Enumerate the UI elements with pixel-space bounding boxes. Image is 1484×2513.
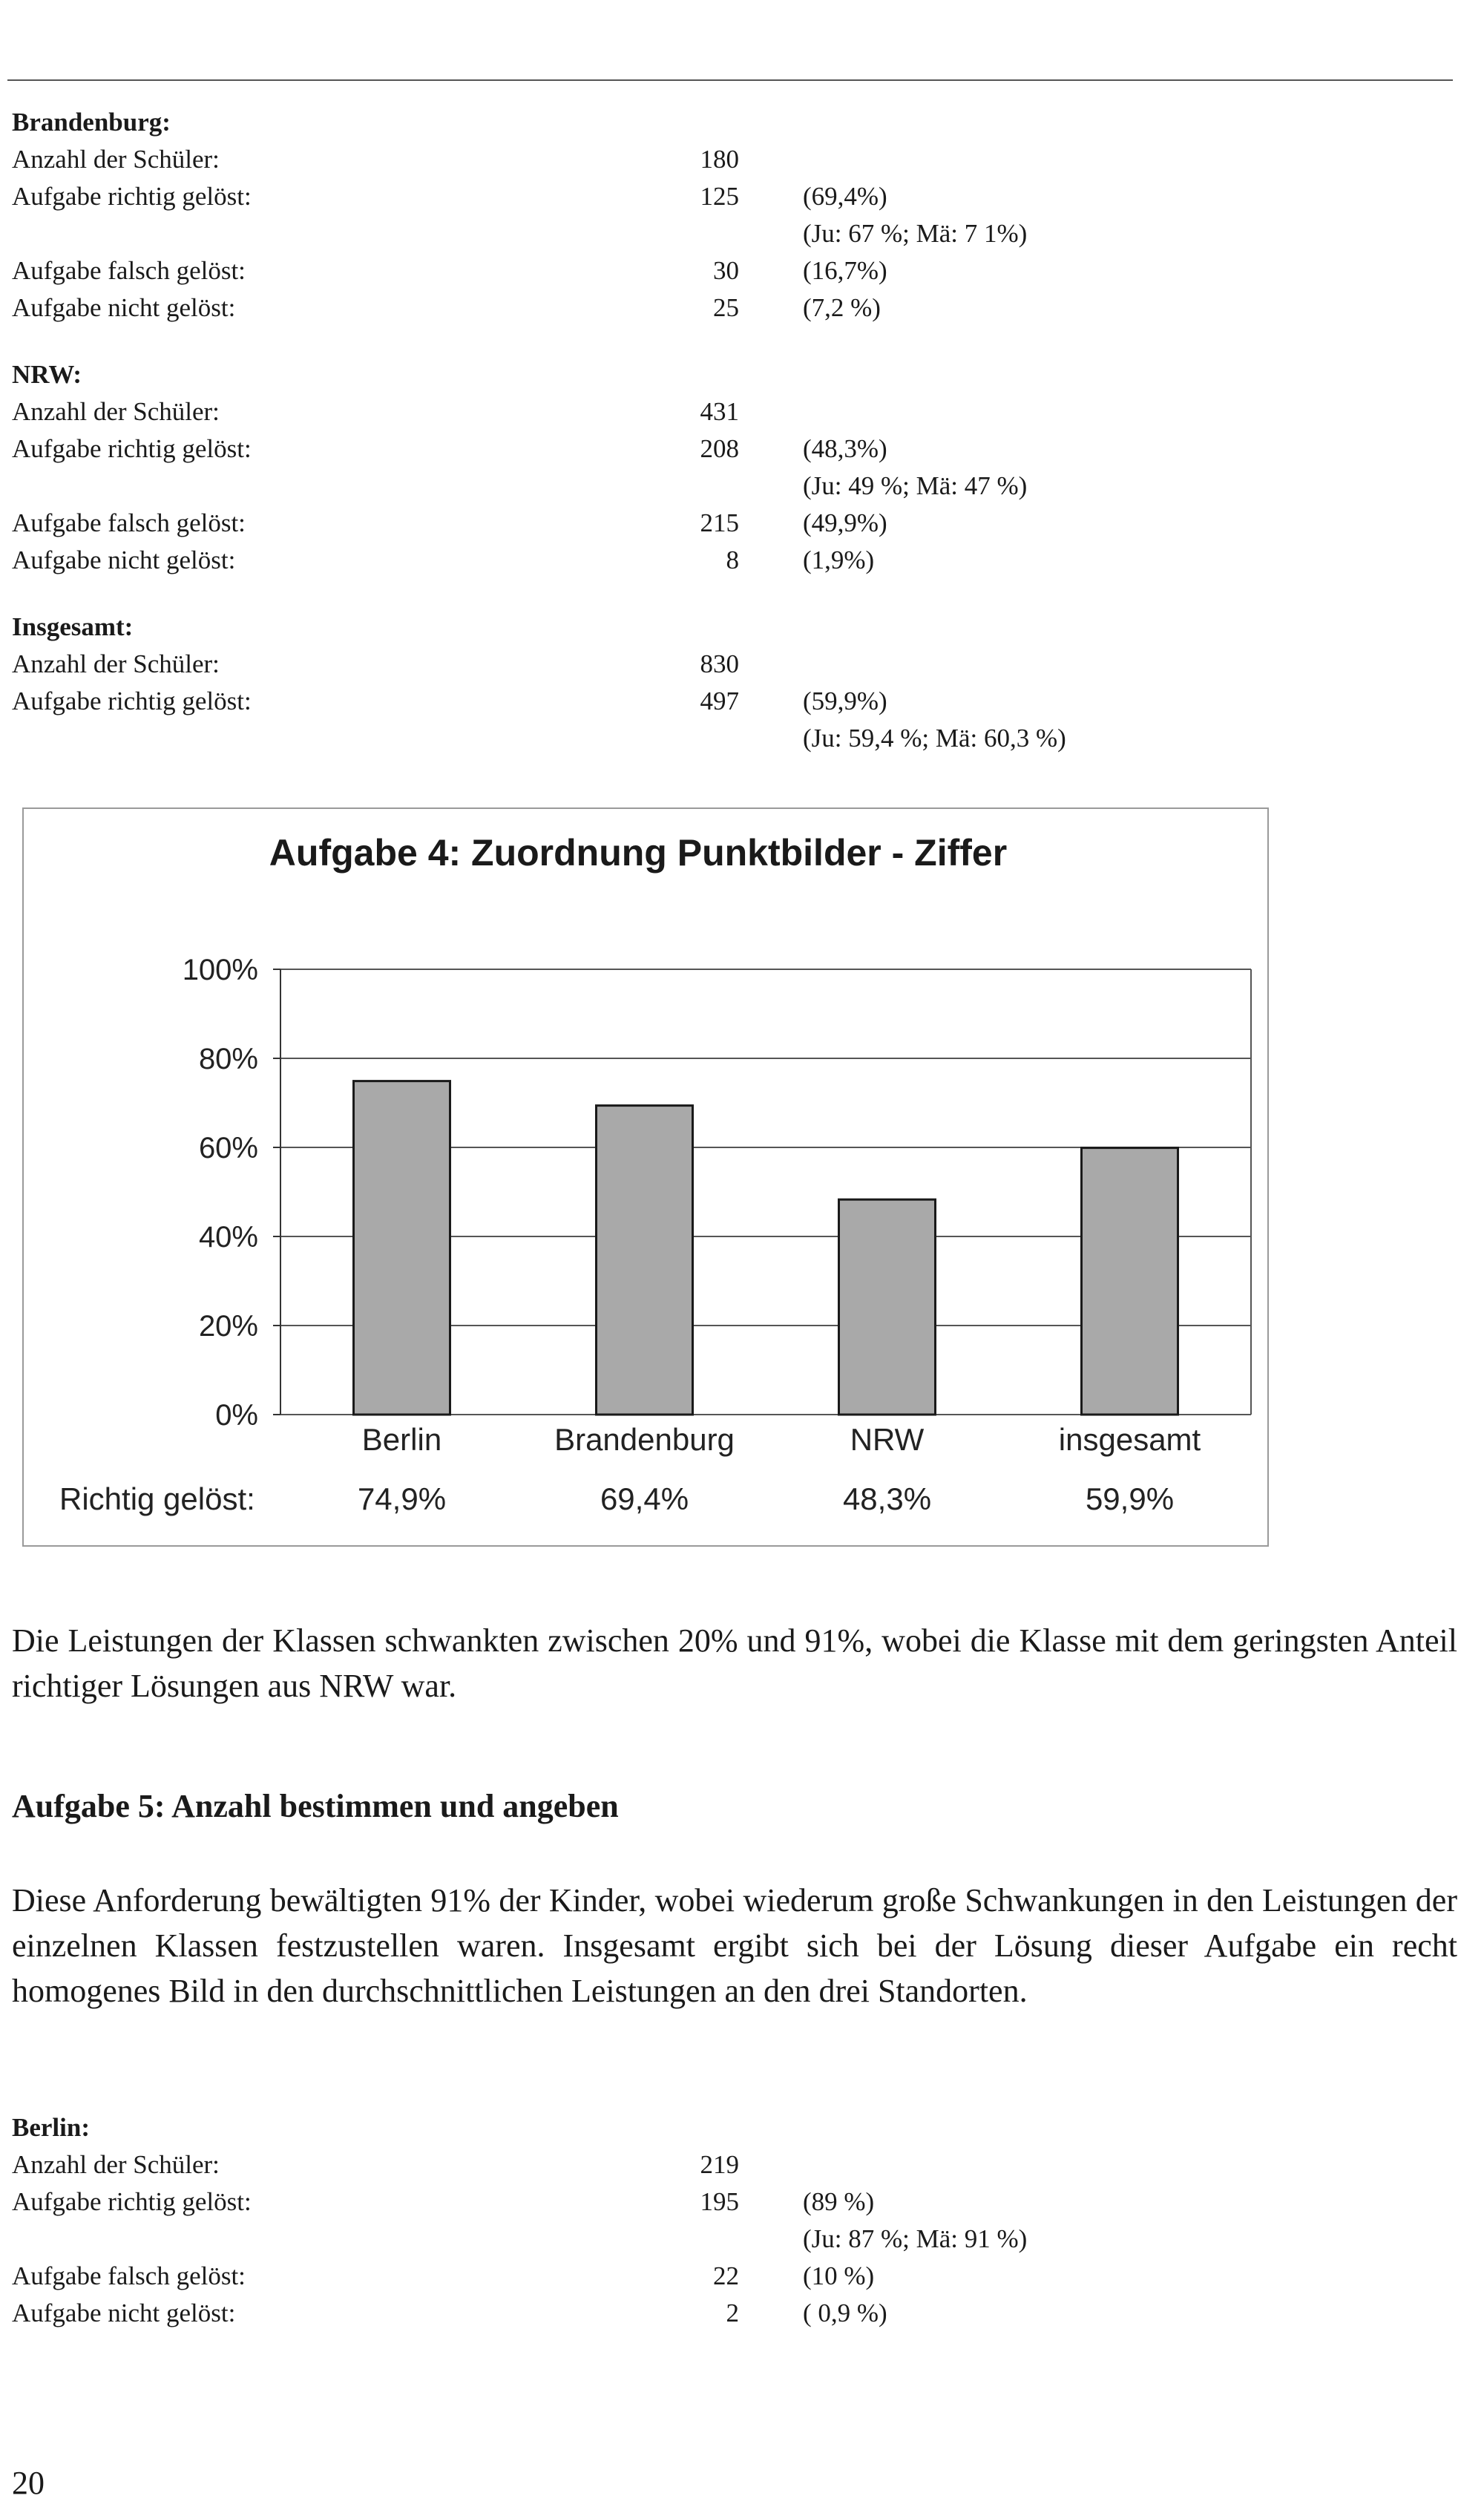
stat-row: [12, 2295, 1457, 2332]
row-label: Aufgabe nicht gelöst:: [12, 2299, 236, 2327]
x-category-label: Berlin: [361, 1422, 442, 1457]
y-tick-label: 100%: [182, 954, 258, 986]
row-label: Anzahl der Schüler:: [12, 397, 220, 426]
bar: [597, 1106, 693, 1415]
row-percent: (89 %): [803, 2187, 875, 2216]
row-number: 180: [700, 145, 739, 174]
row-label: Aufgabe falsch gelöst:: [12, 508, 246, 537]
bar: [1082, 1148, 1178, 1415]
paragraph-task5: Diese Anforderung bewältigten 91% der Kinder, wobei wiederum große Schwankungen in den Leistungen der einzelnen Klassen festzustellen waren. Insgesamt ergibt sich bei der Lösung dieser Aufgabe ein recht homogenes Bild in den durchschnittlichen Leistungen an den drei Standorten.: [12, 1882, 1457, 2009]
y-tick-label: 80%: [198, 1043, 258, 1075]
row-number: 208: [700, 434, 739, 463]
row-percent: (69,4%): [803, 182, 887, 211]
row-number: 497: [700, 687, 739, 715]
row-number: 215: [700, 508, 739, 537]
row-percent: (Ju: 67 %; Mä: 7 1%): [803, 219, 1028, 248]
row-label: Anzahl der Schüler:: [12, 145, 220, 174]
bar: [839, 1199, 936, 1415]
stat-row: [12, 2146, 1457, 2183]
row-percent: (1,9%): [803, 545, 875, 574]
y-tick-label: 0%: [215, 1399, 258, 1432]
row-percent: (7,2 %): [803, 293, 881, 322]
data-row-label: Richtig gelöst:: [59, 1481, 255, 1516]
row-number: 22: [713, 2261, 739, 2290]
block-heading: Brandenburg:: [12, 108, 171, 137]
row-label: Aufgabe richtig gelöst:: [12, 182, 252, 211]
x-category-label: NRW: [850, 1422, 925, 1457]
row-percent: (10 %): [803, 2261, 875, 2290]
row-number: 219: [700, 2150, 739, 2179]
row-label: Anzahl der Schüler:: [12, 2150, 220, 2179]
data-label: 48,3%: [842, 1481, 932, 1516]
row-number: 195: [700, 2187, 739, 2216]
data-label: 69,4%: [600, 1481, 689, 1516]
row-number: 25: [713, 293, 739, 322]
row-number: 431: [700, 397, 739, 426]
row-number: 30: [713, 256, 739, 285]
row-percent: (16,7%): [803, 256, 887, 285]
row-percent: ( 0,9 %): [803, 2299, 887, 2327]
row-percent: (59,9%): [803, 687, 887, 715]
stat-block-berlin: [12, 2109, 1457, 2332]
row-label: Anzahl der Schüler:: [12, 649, 220, 678]
y-tick-label: 40%: [198, 1221, 258, 1254]
block-heading: NRW:: [12, 360, 82, 389]
y-tick-label: 20%: [198, 1310, 258, 1343]
data-label: 59,9%: [1085, 1481, 1175, 1516]
row-percent: (Ju: 49 %; Mä: 47 %): [803, 471, 1028, 500]
bar: [354, 1081, 450, 1415]
row-label: Aufgabe nicht gelöst:: [12, 545, 236, 574]
row-percent: (48,3%): [803, 434, 887, 463]
data-label: 74,9%: [357, 1481, 447, 1516]
row-label: Aufgabe nicht gelöst:: [12, 293, 236, 322]
x-category-label: Brandenburg: [554, 1422, 735, 1457]
row-label: Aufgabe richtig gelöst:: [12, 687, 252, 715]
paragraph-class-range: Die Leistungen der Klassen schwankten zwischen 20% und 91%, wobei die Klasse mit dem geringsten Anteil richtiger Lösungen aus NRW war.: [12, 1622, 1457, 1704]
row-number: 125: [700, 182, 739, 211]
row-label: Aufgabe richtig gelöst:: [12, 2187, 252, 2216]
section-heading: Aufgabe 5: Anzahl bestimmen und angeben: [12, 1788, 619, 1824]
x-category-label: insgesamt: [1058, 1422, 1201, 1457]
chart-title: Aufgabe 4: Zuordnung Punktbilder - Ziffer: [269, 832, 1008, 874]
row-percent: (Ju: 59,4 %; Mä: 60,3 %): [803, 724, 1066, 753]
row-label: Aufgabe falsch gelöst:: [12, 2261, 246, 2290]
block-heading: Insgesamt:: [12, 612, 134, 641]
row-number: 830: [700, 649, 739, 678]
y-tick-label: 60%: [198, 1132, 258, 1164]
stat-row: [12, 2258, 1457, 2295]
page-number: 20: [12, 2465, 45, 2501]
row-number: 8: [726, 545, 739, 574]
gender-breakdown: [12, 2221, 1457, 2258]
row-percent: (49,9%): [803, 508, 887, 537]
block-heading: Berlin:: [12, 2113, 90, 2142]
row-label: Aufgabe richtig gelöst:: [12, 434, 252, 463]
stat-row: [12, 2183, 1457, 2221]
row-label: Aufgabe falsch gelöst:: [12, 256, 246, 285]
row-percent: (Ju: 87 %; Mä: 91 %): [803, 2224, 1028, 2253]
row-number: 2: [726, 2299, 739, 2327]
